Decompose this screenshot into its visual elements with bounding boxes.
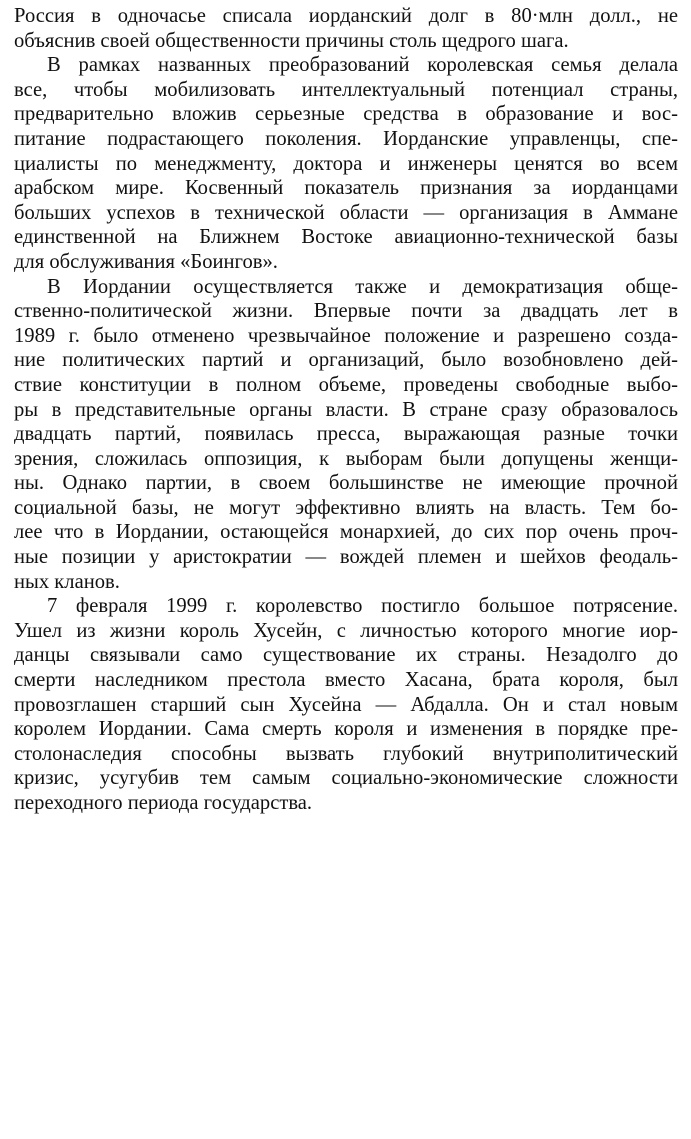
text-line: ные позиции у аристократии — вождей племен и шейхов феодаль- — [14, 546, 678, 569]
text-line: 1989 г. было отменено чрезвычайное положение и разрешено созда- — [14, 324, 678, 347]
text-line: для обслуживания «Боингов». — [14, 250, 278, 273]
text-line: ры в представительные органы власти. В стране сразу образовалось — [14, 398, 678, 421]
text-line: смерти наследником престола вместо Хасана, брата короля, был — [14, 669, 678, 692]
text-line: ние политических партий и организаций, было возобновлено дей- — [14, 349, 678, 372]
text-line: кризис, усугубив тем самым социально-экономические сложности — [14, 767, 678, 790]
text-line: зрения, сложилась оппозиция, к выборам были допущены женщи- — [14, 447, 678, 470]
text-line: лее что в Иордании, остающейся монархией, до сих пор очень проч- — [14, 521, 678, 544]
paragraph-2 — [14, 53, 678, 274]
text-line: ственно-политической жизни. Впервые почти за двадцать лет в — [14, 300, 678, 323]
text-line: арабском мире. Косвенный показатель признания за иорданцами — [14, 177, 678, 200]
text-line: больших успехов в технической области — организация в Аммане — [14, 201, 678, 224]
text-line: ных кланов. — [14, 570, 120, 593]
text-line: двадцать партий, появилась пресса, выражающая разные точки — [14, 423, 678, 446]
paragraph-3 — [14, 275, 678, 595]
text-line: 7 февраля 1999 г. королевство постигло большое потрясение. — [47, 595, 678, 618]
text-line: все, чтобы мобилизовать интеллектуальный потенциал страны, — [14, 78, 678, 101]
text-line: данцы связывали само существование их страны. Незадолго до — [14, 644, 678, 667]
text-line: Ушел из жизни король Хусейн, с личностью которого многие иор- — [14, 619, 678, 642]
text-line: В Иордании осуществляется также и демократизация обще- — [47, 275, 678, 298]
text-line: королем Иордании. Сама смерть короля и изменения в порядке пре- — [14, 718, 678, 741]
text-line: ны. Однако партии, в своем большинстве не имеющие прочной — [14, 472, 678, 495]
text-line: единственной на Ближнем Востоке авиационно-технической базы — [14, 226, 678, 249]
text-line: В рамках названных преобразований королевская семья делала — [47, 54, 678, 77]
text-line: предварительно вложив серьезные средства в образование и вос- — [14, 103, 678, 126]
text-line: объяснив своей общественности причины столь щедрого шага. — [14, 29, 569, 52]
text-line: Россия в одночасье списала иорданский долг в 80·млн долл., не — [14, 5, 678, 27]
paragraph-4 — [14, 594, 678, 815]
text-line: ствие конституции в полном объеме, проведены свободные выбо- — [14, 373, 678, 396]
page-text — [14, 4, 678, 816]
text-line: циалисты по менеджменту, доктора и инженеры ценятся во всем — [14, 152, 678, 175]
paragraph-1 — [14, 4, 678, 53]
text-line: питание подрастающего поколения. Иорданские управленцы, спе- — [14, 127, 678, 150]
text-line: переходного периода государства. — [14, 792, 313, 814]
text-line: социальной базы, не могут эффективно влиять на власть. Тем бо- — [14, 496, 678, 519]
text-line: столонаследия способны вызвать глубокий внутриполитический — [14, 742, 678, 765]
text-line: провозглашен старший сын Хусейна — Абдалла. Он и стал новым — [14, 693, 678, 716]
